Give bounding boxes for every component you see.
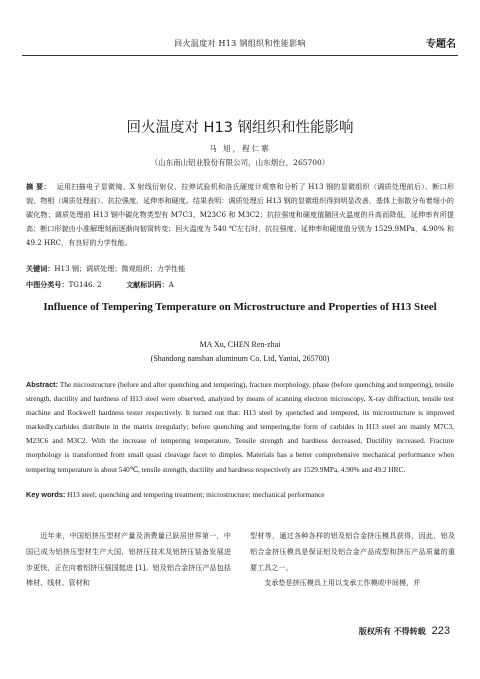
authors-cn: 马 旭，程仁寨 [209, 144, 271, 153]
affiliation-en: (Shandong nanshan aluminum Co. Ltd, Yantai, 265700) [150, 354, 330, 363]
affiliation-cn: （山东南山铝业股份有限公司，山东烟台，265700） [150, 158, 330, 167]
keywords-cn-text: H13 钢；调质处理；微观组织；力学性能 [54, 264, 186, 273]
page-number: 223 [431, 625, 450, 637]
abstract-cn [26, 180, 454, 250]
copyright-notice: 版权所有 不得转载 [358, 627, 426, 636]
keywords-cn [26, 264, 454, 274]
column-label: 专题名 [426, 39, 456, 50]
article-title-en: Influence of Tempering Temperature on Microstructure and Properties of H13 Steel [43, 301, 437, 313]
doc-code-value: A [168, 280, 174, 289]
keywords-cn-label: 关键词： [26, 264, 55, 273]
abstract-en [26, 378, 454, 477]
clc-value: TG146. 2 [68, 280, 102, 289]
abstract-en-label: Abstract: [26, 380, 59, 389]
abstract-cn-text: 运用扫描电子显微镜、X 射线衍射仪、拉伸试验机和洛氏硬度计观察和分析了 H13 钢的显微组织（调质处理前后）、断口形貌、物相（调质处理前）、抗拉强度、延伸率和硬度。结果表明：调质处理后 H13 钢的显微组织得到明显改善，基体上弥散分布着细小的碳化物；调质处理前 H13 钢中碳化物类型有 M7C3、M23C6 和 M3C2；抗拉强度和硬度值随回火温度的升高而降低，延伸率有所提高；断口形貌由小准解理刻面逐渐向韧窝转变；回火温度为 540 ℃左右时，抗拉强度、延伸率和硬度值分别为 1529.9MPa，4.90% 和 49.2 HRC，有良好的力学性能。 [26, 182, 454, 247]
body-paragraph: 近年来，中国铝挤压型材产量及消费量已跃居世界第一，中国已成为铝挤压型材生产大国，铝挤压技术及铝挤压装备发展进步更快，正在向着铝挤压强国挺进 [1]。铝及铝合金挤压产品包括棒材、线材、管材和 [26, 531, 231, 588]
article-title-cn: 回火温度对 H13 钢组织和性能影响 [126, 120, 354, 136]
running-head-title: 回火温度对 H13 钢组织和性能影响 [174, 39, 306, 48]
body-paragraph: 支承垫是挤压模具上用以支承工作模或中间模，并 [264, 578, 421, 588]
authors-en: MA Xu, CHEN Ren-zhai [199, 340, 281, 349]
keywords-en [26, 490, 454, 499]
header-rule [22, 55, 458, 56]
running-header [22, 34, 458, 50]
page-footer [359, 625, 450, 637]
body-paragraph: 型材等，通过各种各样的铝及铝合金挤压模具获得，因此，铝及铝合金挤压模具是保证铝及铝合金产品成型和挤压产品质量的重要工具之一。 [250, 531, 455, 572]
body-column-left [26, 528, 231, 591]
keywords-en-label: Key words: [26, 490, 66, 499]
abstract-en-text: The microstructure (before and after quenching and tempering), fracture morphology, phase (before quenching and tempering), tensile strength, ductility and hardness of H13 steel were observed, analyzed by means of scanning electron microscopy, X-ray diffraction, tensile test machine and Rockwell hardness tester respectively. It turned out that: H13 steel by quenched and tempered, its microstructure is improved markedly.carbides distribute in the matrix irregularly; before quenching and tempering,the form of carbides in H13 steel are mainly M7C3, M23C6 and M3C2. With the increase of tempering temperature, Tensile strength and hardness decreased, Ductility increased. Fracture morphology is transformed from small quasi cleavage facet to dimples. Materials has a better comprehensive mechanical performance when tempering temperature is about 540℃, tensile strength, ductility and hardness respectively are 1529.9MPa, 4.90% and 49.2 HRC. [26, 380, 454, 474]
body-column-right [250, 528, 455, 591]
doc-code-label: 文献标识码： [126, 280, 169, 289]
classification-cn [26, 280, 454, 290]
clc-label: 中图分类号： [26, 280, 69, 289]
abstract-cn-label: 摘 要： [26, 182, 51, 191]
keywords-en-text: H13 steel; quenching and tempering treatment; microstructure; mechanical performance [67, 490, 325, 499]
